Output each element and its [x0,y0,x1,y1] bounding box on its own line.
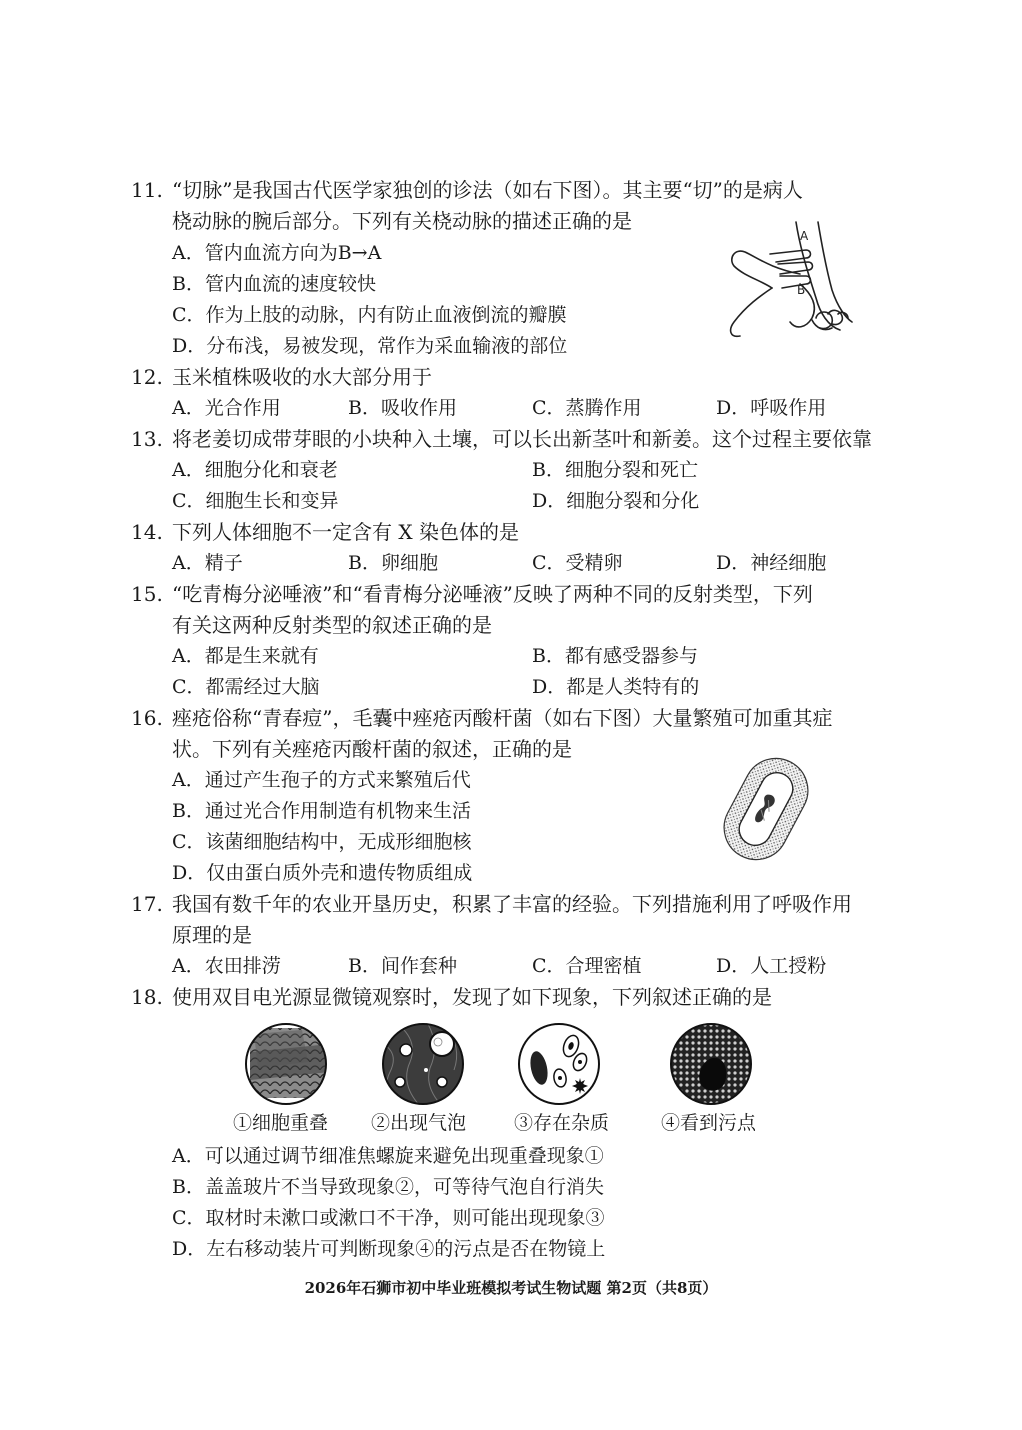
option-d: D．仅由蛋白质外壳和遗传物质组成 [172,862,473,884]
question-stem: “切脉”是我国古代医学家独创的诊法（如右下图）。其主要“切”的是病人 [172,178,803,202]
option-a: A．细胞分化和衰老 [172,459,338,481]
question-number: 18. [131,985,163,1009]
option-b: B．细胞分裂和死亡 [532,459,698,481]
option-b: B．吸收作用 [348,397,457,419]
question-number: 11. [131,178,163,202]
option-d: D．分布浅，易被发现，常作为采血输液的部位 [172,335,568,357]
question-number: 17. [131,892,163,916]
option-d: D．细胞分裂和分化 [532,490,700,512]
option-b: B．盖盖玻片不当导致现象②，可等待气泡自行消失 [172,1176,604,1198]
view-dirt-spot [668,1022,758,1112]
option-c: C．取材时未漱口或漱口不干净，则可能出现现象③ [172,1207,605,1229]
question-stem: 桡动脉的腕后部分。下列有关桡动脉的描述正确的是 [172,209,632,233]
view-air-bubbles [380,1022,470,1112]
option-d: D．都是人类特有的 [532,676,700,698]
option-b: B．通过光合作用制造有机物来生活 [172,800,471,822]
question-stem: “吃青梅分泌唾液”和“看青梅分泌唾液”反映了两种不同的反射类型，下列 [172,582,813,606]
question-stem: 痤疮俗称“青春痘”，毛囊中痤疮丙酸杆菌（如右下图）大量繁殖可加重其症 [172,706,833,730]
option-c: C．受精卵 [532,552,623,574]
caption-cells-overlap: ①细胞重叠 [233,1112,329,1134]
option-c: C．蒸腾作用 [532,397,642,419]
option-b: B．卵细胞 [348,552,438,574]
option-a: A．都是生来就有 [172,645,319,667]
question-stem: 将老姜切成带芽眼的小块种入土壤，可以长出新茎叶和新姜。这个过程主要依靠 [172,427,872,451]
option-d: D．呼吸作用 [716,397,827,419]
question-number: 14. [131,520,163,544]
question-stem: 原理的是 [172,923,252,947]
question-stem: 玉米植株吸收的水大部分用于 [172,365,432,389]
question-stem: 我国有数千年的农业开垦历史，积累了丰富的经验。下列措施利用了呼吸作用 [172,892,852,916]
page-footer: 2026年石狮市初中毕业班模拟考试生物试题 第2页（共8页） [304,1279,718,1297]
option-c: C．该菌细胞结构中，无成形细胞核 [172,831,472,853]
option-a: A．可以通过调节细准焦螺旋来避免出现重叠现象① [172,1145,604,1167]
question-stem: 使用双目电光源显微镜观察时，发现了如下现象，下列叙述正确的是 [172,985,772,1009]
bacterium-figure [716,750,816,868]
option-c: C．合理密植 [532,955,642,977]
option-b: B．都有感受器参与 [532,645,698,667]
option-c: C．细胞生长和变异 [172,490,339,512]
question-stem: 有关这两种反射类型的叙述正确的是 [172,613,492,637]
question-number: 15. [131,582,163,606]
option-b: B．间作套种 [348,955,457,977]
question-stem: 状。下列有关痤疮丙酸杆菌的叙述，正确的是 [172,737,572,761]
question-number: 13. [131,427,163,451]
option-d: D．左右移动装片可判断现象④的污点是否在物镜上 [172,1238,606,1260]
option-a: A．农田排涝 [172,955,281,977]
caption-air-bubbles: ②出现气泡 [371,1112,467,1134]
caption-impurities: ③存在杂质 [514,1112,610,1134]
option-c: C．都需经过大脑 [172,676,320,698]
option-a: A．精子 [172,552,243,574]
microscope-views-figure [240,1022,780,1112]
option-a: A．光合作用 [172,397,281,419]
option-c: C．作为上肢的动脉，内有防止血液倒流的瓣膜 [172,304,567,326]
question-stem: 下列人体细胞不一定含有 X 染色体的是 [172,520,519,544]
option-d: D．神经细胞 [716,552,827,574]
question-number: 16. [131,706,163,730]
option-b: B．管内血流的速度较快 [172,273,376,295]
view-impurities [519,1024,599,1104]
option-a: A．通过产生孢子的方式来繁殖后代 [172,769,471,791]
question-number: 12. [131,365,163,389]
option-a: A．管内血流方向为B→A [172,242,382,264]
caption-dirt-spot: ④看到污点 [661,1112,757,1134]
option-d: D．人工授粉 [716,955,827,977]
figure-label-a: A [800,229,809,243]
figure-label-b: B [797,283,806,297]
view-cells-overlap [240,1022,340,1112]
pulse-taking-figure [700,218,860,350]
